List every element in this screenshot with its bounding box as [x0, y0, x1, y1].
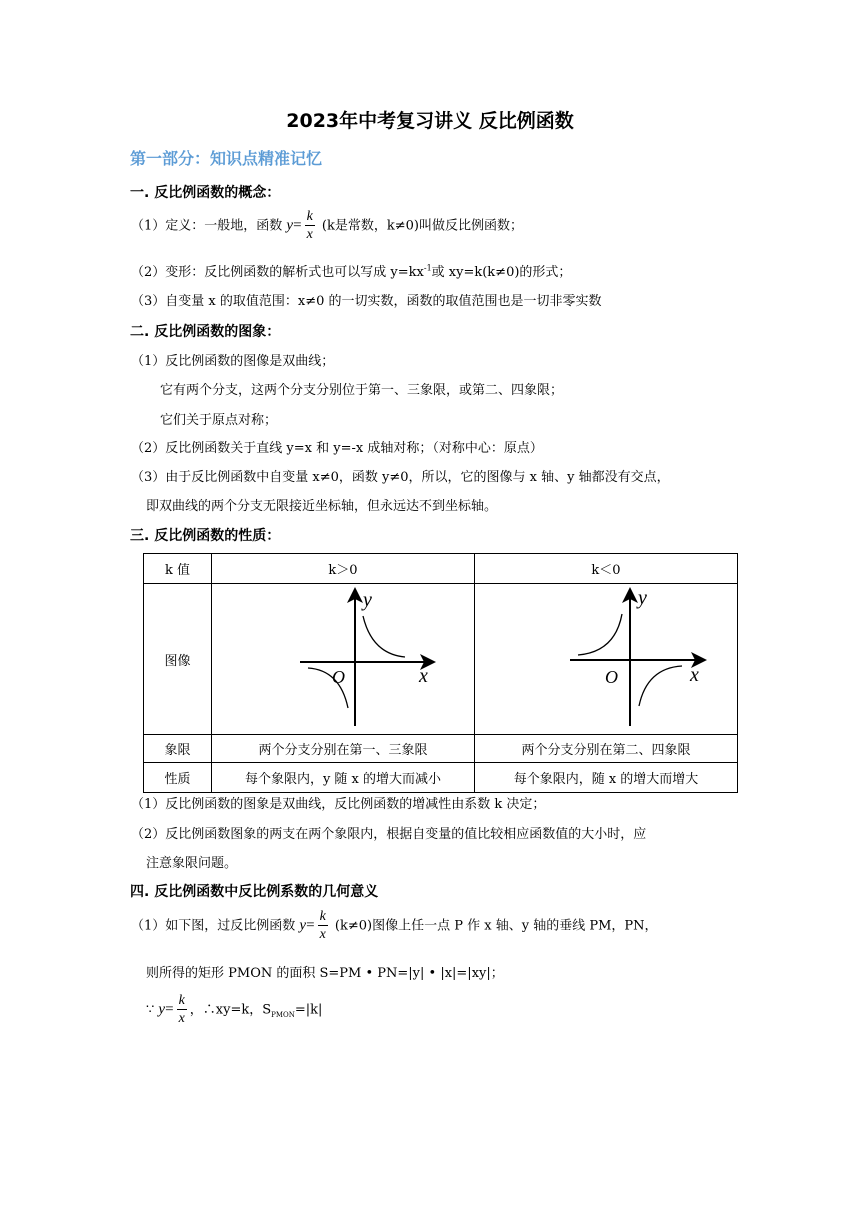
- fraction-k-over-x: $\frac{k}{x}$: [319, 909, 326, 942]
- table-row-label-quadrant: 象限: [144, 735, 212, 763]
- fraction-k-over-x: $\frac{k}{x}$: [306, 209, 313, 242]
- s4-line-3: ∵ y= $\frac{k}{x}$ ，∴xy=k，$S_{PMON}=|k|$: [146, 993, 323, 1026]
- properties-table: [143, 553, 738, 793]
- section-1-heading: 一. 反比例函数的概念：: [130, 185, 281, 201]
- section-3-heading: 三. 反比例函数的性质：: [130, 528, 281, 544]
- table-header-kpos: k＞0: [212, 554, 475, 584]
- s1-variant-line: （2）变形：反比例函数的解析式也可以写成 $y=kx^{-1}$或 xy=k(k≠0)的形式；: [131, 263, 572, 280]
- hyperbola-graph-kneg: [475, 584, 737, 730]
- section-4-heading: 四. 反比例函数中反比例系数的几何意义: [130, 884, 379, 900]
- formula-y: y: [286, 217, 294, 234]
- y-label: y: [638, 587, 647, 609]
- property-kneg: 每个象限内，随 x 的增大而增大: [475, 763, 738, 793]
- table-row-label-property: 性质: [144, 763, 212, 793]
- s4-line-1: （1）如下图，过反比例函数 y= $\frac{k}{x}$ (k≠0)图像上任一点 P 作 x 轴、y 轴的垂线 PM，PN，: [131, 909, 658, 942]
- section-2-heading: 二. 反比例函数的图象：: [130, 324, 281, 340]
- origin-label: O: [605, 667, 618, 687]
- property-kpos: 每个象限内，y 随 x 的增大而减小: [212, 763, 475, 793]
- s3-note-2: （2）反比例函数图象的两支在两个象限内，根据自变量的值比较相应函数值的大小时，应: [131, 827, 647, 842]
- s2-line-2: （2）反比例函数关于直线 y=x 和 y=-x 成轴对称；（对称中心：原点）: [131, 441, 543, 456]
- s3-note-2b: 注意象限问题。: [146, 856, 238, 871]
- document-title: 2023年中考复习讲义 反比例函数: [286, 110, 574, 132]
- fraction-k-over-x: $\frac{k}{x}$: [178, 993, 185, 1026]
- table-header-k: k 值: [144, 554, 212, 584]
- s2-line-3b: 即双曲线的两个分支无限接近坐标轴，但永远达不到坐标轴。: [146, 499, 498, 514]
- quadrant-kpos: 两个分支分别在第一、三象限: [212, 735, 475, 763]
- x-label: x: [690, 664, 699, 686]
- s3-note-1: （1）反比例函数的图象是双曲线，反比例函数的增减性由系数 k 决定；: [131, 797, 546, 812]
- s2-line-1c: 它们关于原点对称；: [160, 413, 278, 428]
- s2-line-3: （3）由于反比例函数中自变量 x≠0，函数 y≠0，所以，它的图像与 x 轴、y 轴都没有交点，: [131, 470, 670, 485]
- part-heading: 第一部分：知识点精准记忆: [130, 149, 323, 168]
- s4-line-2: 则所得的矩形 PMON 的面积 S=PM • PN=|y| • |x|=|xy|；: [146, 966, 504, 981]
- s2-line-1: （1）反比例函数的图像是双曲线；: [131, 354, 335, 369]
- hyperbola-graph-kpos: [212, 584, 474, 730]
- s1-domain-line: （3）自变量 x 的取值范围：x≠0 的一切实数，函数的取值范围也是一切非零实数: [131, 294, 602, 309]
- table-row-label-graph: 图像: [144, 584, 212, 735]
- table-header-kneg: k＜0: [475, 554, 738, 584]
- y-label: y: [363, 589, 372, 611]
- formula-eq: =: [293, 217, 302, 234]
- graph-cell-kpos: [212, 584, 475, 735]
- branch-q1: [363, 616, 405, 657]
- s1-definition-line: （1）定义：一般地，函数 y= $\frac{k}{x}$ (k是常数，k≠0)叫做反比例函数；: [131, 209, 523, 242]
- branch-q4: [639, 666, 682, 706]
- graph-cell-kneg: [475, 584, 738, 735]
- s2-line-1b: 它有两个分支，这两个分支分别位于第一、三象限，或第二、四象限；: [160, 383, 564, 398]
- origin-label: O: [332, 667, 345, 687]
- quadrant-kneg: 两个分支分别在第二、四象限: [475, 735, 738, 763]
- x-label: x: [419, 665, 428, 687]
- branch-q2: [578, 614, 622, 655]
